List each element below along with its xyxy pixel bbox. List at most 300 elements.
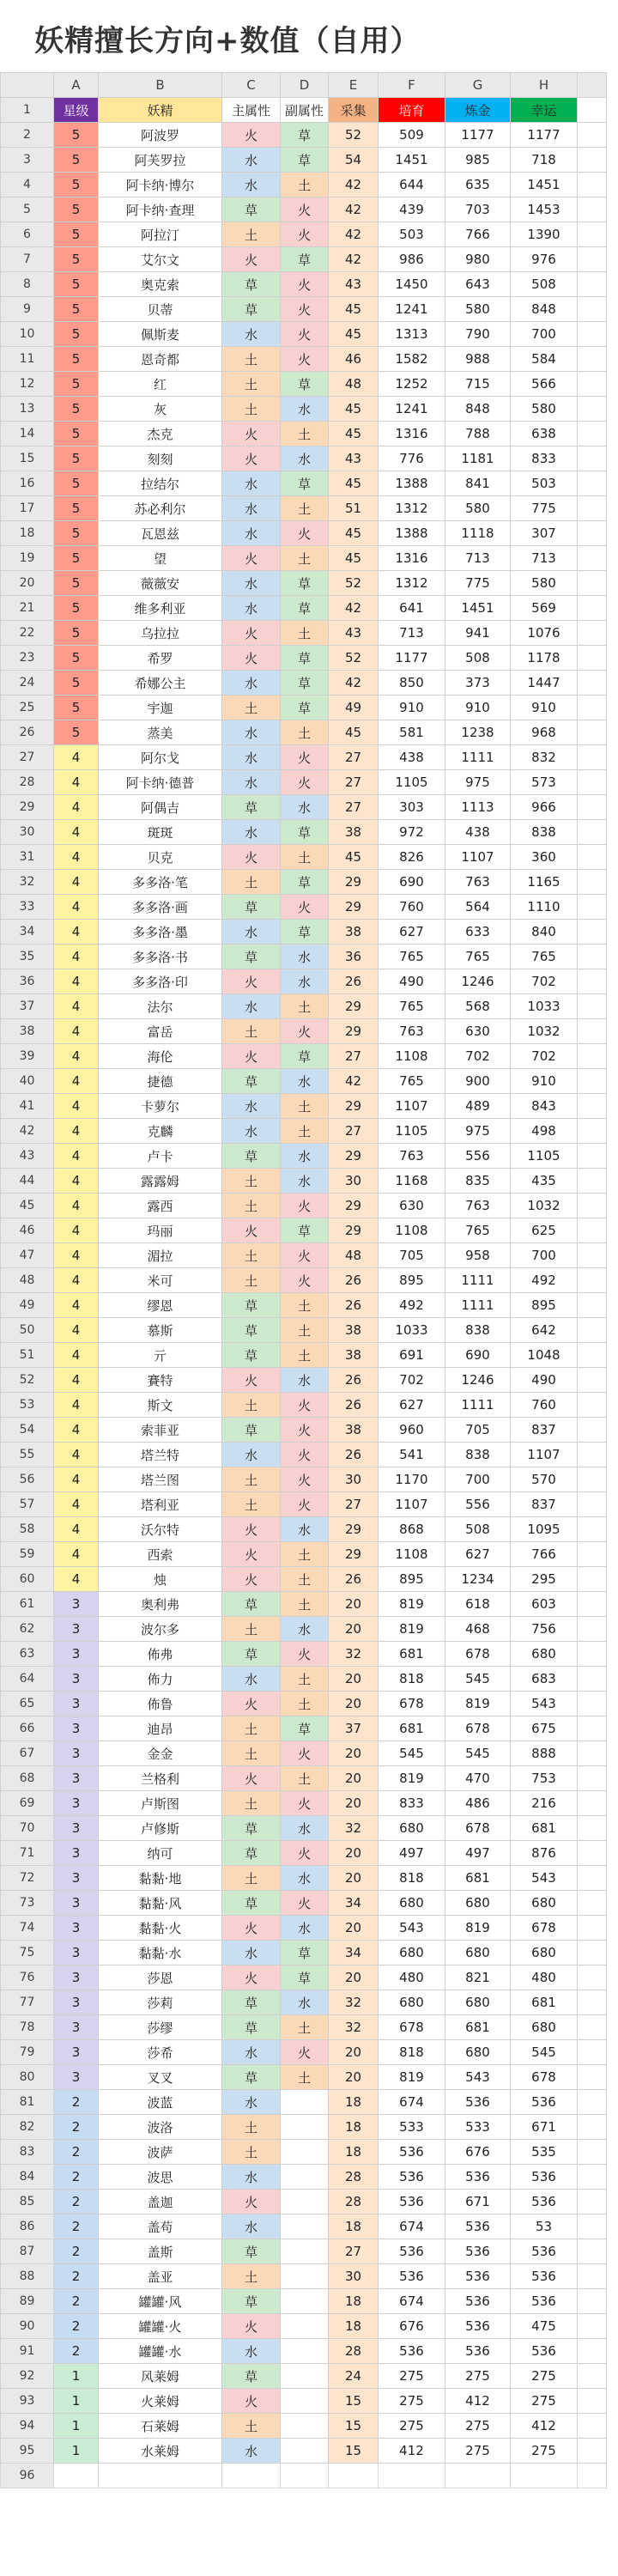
table-cell[interactable]: 西索: [99, 1542, 222, 1567]
table-cell[interactable]: 3: [54, 1990, 99, 2015]
table-cell[interactable]: 土: [281, 1343, 329, 1368]
table-cell[interactable]: 火: [222, 1965, 281, 1990]
blank-cell[interactable]: [578, 1293, 607, 1318]
table-cell[interactable]: 5: [54, 197, 99, 222]
table-cell[interactable]: 5: [54, 521, 99, 546]
table-cell[interactable]: 28: [329, 2339, 379, 2364]
blank-cell[interactable]: [578, 322, 607, 347]
table-cell[interactable]: 910: [445, 696, 511, 720]
table-cell[interactable]: 土: [222, 1492, 281, 1517]
blank-cell[interactable]: [578, 2314, 607, 2339]
table-cell[interactable]: 536: [379, 2165, 445, 2190]
table-cell[interactable]: 草: [281, 571, 329, 596]
table-cell[interactable]: 678: [511, 1916, 578, 1941]
table-cell[interactable]: 土: [222, 1716, 281, 1741]
table-cell[interactable]: 风莱姆: [99, 2364, 222, 2389]
table-cell[interactable]: 627: [379, 1393, 445, 1418]
table-cell[interactable]: 765: [379, 945, 445, 969]
table-cell[interactable]: 53: [511, 2215, 578, 2239]
table-cell[interactable]: 佈力: [99, 1667, 222, 1692]
table-cell[interactable]: 5: [54, 596, 99, 621]
table-cell[interactable]: 水: [222, 2215, 281, 2239]
table-cell[interactable]: 火: [222, 2389, 281, 2414]
table-cell[interactable]: 火: [281, 1243, 329, 1268]
table-cell[interactable]: 45: [329, 471, 379, 496]
table-cell[interactable]: 罐罐·火: [99, 2314, 222, 2339]
table-cell[interactable]: 833: [379, 1791, 445, 1816]
table-cell[interactable]: 沃尔特: [99, 1517, 222, 1542]
table-cell[interactable]: 910: [511, 696, 578, 720]
table-cell[interactable]: 972: [379, 820, 445, 845]
table-cell[interactable]: 895: [511, 1293, 578, 1318]
table-cell[interactable]: 775: [445, 571, 511, 596]
table-cell[interactable]: 821: [445, 1965, 511, 1990]
table-cell[interactable]: 966: [511, 795, 578, 820]
table-cell[interactable]: 470: [445, 1766, 511, 1791]
table-cell[interactable]: 690: [379, 870, 445, 895]
table-cell[interactable]: 水: [281, 945, 329, 969]
table-cell[interactable]: 536: [511, 2239, 578, 2264]
table-cell[interactable]: 848: [445, 397, 511, 422]
table-cell[interactable]: 29: [329, 870, 379, 895]
table-cell[interactable]: 贝蒂: [99, 297, 222, 322]
table-cell[interactable]: 681: [445, 1866, 511, 1891]
blank-cell[interactable]: [578, 820, 607, 845]
table-cell[interactable]: 水: [222, 2090, 281, 2115]
table-cell[interactable]: 4: [54, 1144, 99, 1169]
blank-cell[interactable]: [578, 1094, 607, 1119]
table-cell[interactable]: 1453: [511, 197, 578, 222]
table-cell[interactable]: 42: [329, 671, 379, 696]
table-cell[interactable]: 51: [329, 496, 379, 521]
table-cell[interactable]: 536: [445, 2339, 511, 2364]
table-cell[interactable]: 36: [329, 945, 379, 969]
table-cell[interactable]: 土: [281, 546, 329, 571]
table-cell[interactable]: 303: [379, 795, 445, 820]
table-cell[interactable]: 43: [329, 447, 379, 471]
table-cell[interactable]: 土: [281, 1542, 329, 1567]
table-cell[interactable]: 18: [329, 2289, 379, 2314]
table-cell[interactable]: 543: [379, 1916, 445, 1941]
blank-cell[interactable]: [222, 2464, 281, 2488]
table-cell[interactable]: 580: [445, 297, 511, 322]
table-cell[interactable]: 草: [281, 920, 329, 945]
table-cell[interactable]: 火: [281, 1019, 329, 1044]
table-cell[interactable]: 1111: [445, 1268, 511, 1293]
blank-cell[interactable]: [578, 745, 607, 770]
table-cell[interactable]: 土: [281, 1592, 329, 1617]
table-cell[interactable]: 塔利亚: [99, 1492, 222, 1517]
table-cell[interactable]: [281, 2090, 329, 2115]
table-cell[interactable]: 亓: [99, 1343, 222, 1368]
table-cell[interactable]: 刻刻: [99, 447, 222, 471]
table-cell[interactable]: 826: [379, 845, 445, 870]
table-cell[interactable]: 42: [329, 197, 379, 222]
table-cell[interactable]: 叉叉: [99, 2065, 222, 2090]
blank-cell[interactable]: [578, 1741, 607, 1766]
table-cell[interactable]: 671: [445, 2190, 511, 2215]
table-cell[interactable]: 土: [222, 222, 281, 247]
table-cell[interactable]: 土: [281, 496, 329, 521]
table-cell[interactable]: 賽特: [99, 1368, 222, 1393]
table-cell[interactable]: 763: [445, 1194, 511, 1218]
table-cell[interactable]: 1108: [379, 1542, 445, 1567]
table-cell[interactable]: 895: [379, 1567, 445, 1592]
table-cell[interactable]: 水: [222, 173, 281, 197]
table-cell[interactable]: 水: [222, 2339, 281, 2364]
blank-cell[interactable]: [578, 945, 607, 969]
table-cell[interactable]: 1105: [379, 1119, 445, 1144]
table-cell[interactable]: 713: [511, 546, 578, 571]
table-cell[interactable]: 1032: [511, 1019, 578, 1044]
table-cell[interactable]: 536: [445, 2239, 511, 2264]
table-cell[interactable]: 275: [445, 2364, 511, 2389]
table-cell[interactable]: 水: [222, 1941, 281, 1965]
table-cell[interactable]: 20: [329, 1766, 379, 1791]
table-cell[interactable]: 18: [329, 2140, 379, 2165]
table-cell[interactable]: 490: [511, 1368, 578, 1393]
table-cell[interactable]: 680: [511, 2015, 578, 2040]
table-cell[interactable]: 545: [445, 1741, 511, 1766]
table-cell[interactable]: 18: [329, 2314, 379, 2339]
blank-cell[interactable]: [578, 1617, 607, 1642]
table-cell[interactable]: 水: [281, 795, 329, 820]
table-cell[interactable]: 草: [281, 696, 329, 720]
table-cell[interactable]: [281, 2239, 329, 2264]
table-cell[interactable]: 红: [99, 372, 222, 397]
table-cell[interactable]: 火: [222, 1567, 281, 1592]
table-cell[interactable]: 680: [379, 1816, 445, 1841]
blank-cell[interactable]: [578, 222, 607, 247]
table-cell[interactable]: [281, 2115, 329, 2140]
table-cell[interactable]: 986: [379, 247, 445, 272]
table-cell[interactable]: 678: [445, 1816, 511, 1841]
table-cell[interactable]: 5: [54, 247, 99, 272]
table-cell[interactable]: 草: [222, 1293, 281, 1318]
table-cell[interactable]: 988: [445, 347, 511, 372]
blank-cell[interactable]: [578, 98, 607, 123]
table-cell[interactable]: 波洛: [99, 2115, 222, 2140]
table-cell[interactable]: 1234: [445, 1567, 511, 1592]
table-cell[interactable]: 土: [222, 2140, 281, 2165]
blank-cell[interactable]: [578, 2289, 607, 2314]
table-cell[interactable]: 4: [54, 994, 99, 1019]
table-cell[interactable]: 975: [445, 1119, 511, 1144]
table-cell[interactable]: 1107: [379, 1492, 445, 1517]
table-cell[interactable]: 38: [329, 1418, 379, 1443]
table-cell[interactable]: 4: [54, 1069, 99, 1094]
table-cell[interactable]: 水: [222, 148, 281, 173]
blank-cell[interactable]: [578, 546, 607, 571]
table-cell[interactable]: 灰: [99, 397, 222, 422]
blank-cell[interactable]: [578, 2439, 607, 2464]
table-cell[interactable]: 52: [329, 571, 379, 596]
table-cell[interactable]: 1177: [445, 123, 511, 148]
table-cell[interactable]: 土: [222, 1393, 281, 1418]
table-cell[interactable]: 838: [445, 1318, 511, 1343]
table-cell[interactable]: 26: [329, 1443, 379, 1467]
table-cell[interactable]: 水: [222, 770, 281, 795]
table-cell[interactable]: 18: [329, 2090, 379, 2115]
table-cell[interactable]: 412: [379, 2439, 445, 2464]
table-cell[interactable]: 水: [222, 2439, 281, 2464]
table-cell[interactable]: 713: [445, 546, 511, 571]
header-cell[interactable]: 培育: [379, 98, 445, 123]
table-cell[interactable]: 1177: [511, 123, 578, 148]
table-cell[interactable]: [281, 2339, 329, 2364]
table-cell[interactable]: 土: [222, 1268, 281, 1293]
blank-cell[interactable]: [578, 1542, 607, 1567]
table-cell[interactable]: 275: [379, 2414, 445, 2439]
table-cell[interactable]: 土: [281, 1318, 329, 1343]
table-cell[interactable]: 27: [329, 1119, 379, 1144]
table-cell[interactable]: 1451: [445, 596, 511, 621]
blank-cell[interactable]: [445, 2464, 511, 2488]
blank-cell[interactable]: [578, 2140, 607, 2165]
table-cell[interactable]: 28: [329, 2165, 379, 2190]
blank-cell[interactable]: [578, 1990, 607, 2015]
table-cell[interactable]: 火: [281, 895, 329, 920]
table-cell[interactable]: 760: [511, 1393, 578, 1418]
table-cell[interactable]: 土: [281, 2065, 329, 2090]
blank-cell[interactable]: [578, 2090, 607, 2115]
table-cell[interactable]: 3: [54, 1791, 99, 1816]
table-cell[interactable]: 38: [329, 920, 379, 945]
table-cell[interactable]: 29: [329, 1094, 379, 1119]
table-cell[interactable]: 492: [511, 1268, 578, 1293]
blank-cell[interactable]: [578, 2115, 607, 2140]
table-cell[interactable]: 27: [329, 745, 379, 770]
table-cell[interactable]: 水: [222, 471, 281, 496]
table-cell[interactable]: 土: [281, 994, 329, 1019]
table-cell[interactable]: 草: [222, 272, 281, 297]
table-cell[interactable]: 黏黏·地: [99, 1866, 222, 1891]
table-cell[interactable]: 1582: [379, 347, 445, 372]
table-cell[interactable]: 541: [379, 1443, 445, 1467]
table-cell[interactable]: 635: [445, 173, 511, 197]
table-cell[interactable]: 633: [445, 920, 511, 945]
table-cell[interactable]: 3: [54, 1692, 99, 1716]
table-cell[interactable]: 888: [511, 1741, 578, 1766]
table-cell[interactable]: 土: [222, 696, 281, 720]
table-cell[interactable]: 20: [329, 1592, 379, 1617]
table-cell[interactable]: 火: [281, 347, 329, 372]
table-cell[interactable]: 5: [54, 422, 99, 447]
table-cell[interactable]: 49: [329, 696, 379, 720]
table-cell[interactable]: 1313: [379, 322, 445, 347]
table-cell[interactable]: 765: [379, 1069, 445, 1094]
table-cell[interactable]: 湄拉: [99, 1243, 222, 1268]
table-cell[interactable]: 4: [54, 1268, 99, 1293]
blank-cell[interactable]: [578, 1169, 607, 1194]
blank-cell[interactable]: [578, 1268, 607, 1293]
table-cell[interactable]: 958: [445, 1243, 511, 1268]
table-cell[interactable]: 718: [511, 148, 578, 173]
table-cell[interactable]: 瓦恩兹: [99, 521, 222, 546]
table-cell[interactable]: 佈弗: [99, 1642, 222, 1667]
table-cell[interactable]: 土: [281, 1766, 329, 1791]
table-cell[interactable]: 火: [281, 297, 329, 322]
table-cell[interactable]: 火: [281, 1891, 329, 1916]
blank-cell[interactable]: [99, 2464, 222, 2488]
table-cell[interactable]: 42: [329, 1069, 379, 1094]
table-cell[interactable]: 盖亚: [99, 2264, 222, 2289]
table-cell[interactable]: 681: [379, 1642, 445, 1667]
table-cell[interactable]: 3: [54, 1891, 99, 1916]
table-cell[interactable]: 1110: [511, 895, 578, 920]
table-cell[interactable]: 1033: [511, 994, 578, 1019]
table-cell[interactable]: 2: [54, 2115, 99, 2140]
column-letter-d[interactable]: D: [281, 73, 329, 98]
table-cell[interactable]: 275: [379, 2389, 445, 2414]
table-cell[interactable]: 29: [329, 1517, 379, 1542]
table-cell[interactable]: 5: [54, 347, 99, 372]
table-cell[interactable]: 1450: [379, 272, 445, 297]
table-cell[interactable]: 苏必利尔: [99, 496, 222, 521]
table-cell[interactable]: 草: [222, 2289, 281, 2314]
table-cell[interactable]: 275: [445, 2439, 511, 2464]
table-cell[interactable]: 680: [445, 2040, 511, 2065]
table-cell[interactable]: 543: [511, 1692, 578, 1716]
table-cell[interactable]: 675: [511, 1716, 578, 1741]
table-cell[interactable]: 草: [281, 671, 329, 696]
table-cell[interactable]: 黏黏·水: [99, 1941, 222, 1965]
table-cell[interactable]: 多多洛·画: [99, 895, 222, 920]
table-cell[interactable]: 475: [511, 2314, 578, 2339]
table-cell[interactable]: 700: [511, 1243, 578, 1268]
table-cell[interactable]: 佩斯麦: [99, 322, 222, 347]
blank-cell[interactable]: [578, 447, 607, 471]
table-cell[interactable]: 水: [222, 496, 281, 521]
table-cell[interactable]: 阿尔戈: [99, 745, 222, 770]
table-cell[interactable]: 水: [222, 720, 281, 745]
table-cell[interactable]: 412: [511, 2414, 578, 2439]
table-cell[interactable]: 497: [379, 1841, 445, 1866]
table-cell[interactable]: 680: [511, 1642, 578, 1667]
table-cell[interactable]: 火: [281, 322, 329, 347]
table-cell[interactable]: 火: [281, 1841, 329, 1866]
table-cell[interactable]: 3: [54, 2065, 99, 2090]
table-cell[interactable]: 1388: [379, 521, 445, 546]
table-cell[interactable]: 土: [222, 1467, 281, 1492]
table-cell[interactable]: 火: [222, 1368, 281, 1393]
header-cell[interactable]: 采集: [329, 98, 379, 123]
table-cell[interactable]: 54: [329, 148, 379, 173]
table-cell[interactable]: 火: [281, 745, 329, 770]
table-cell[interactable]: 756: [511, 1617, 578, 1642]
table-cell[interactable]: 水: [222, 745, 281, 770]
table-cell[interactable]: 罐罐·风: [99, 2289, 222, 2314]
table-cell[interactable]: 680: [511, 1891, 578, 1916]
blank-cell[interactable]: [578, 720, 607, 745]
blank-cell[interactable]: [578, 2414, 607, 2439]
table-cell[interactable]: 土: [281, 1567, 329, 1592]
table-cell[interactable]: 536: [379, 2264, 445, 2289]
table-cell[interactable]: 674: [379, 2090, 445, 2115]
table-cell[interactable]: 763: [379, 1019, 445, 1044]
table-cell[interactable]: 1032: [511, 1194, 578, 1218]
table-cell[interactable]: 20: [329, 1791, 379, 1816]
table-cell[interactable]: 681: [379, 1716, 445, 1741]
table-cell[interactable]: 681: [511, 1990, 578, 2015]
table-cell[interactable]: 5: [54, 546, 99, 571]
table-cell[interactable]: 702: [511, 969, 578, 994]
table-cell[interactable]: 4: [54, 1094, 99, 1119]
table-cell[interactable]: 2: [54, 2090, 99, 2115]
table-cell[interactable]: 草: [281, 1044, 329, 1069]
table-cell[interactable]: 819: [379, 2065, 445, 2090]
table-cell[interactable]: 阿波罗: [99, 123, 222, 148]
table-cell[interactable]: 43: [329, 621, 379, 646]
blank-cell[interactable]: [578, 1841, 607, 1866]
table-cell[interactable]: 水: [222, 521, 281, 546]
table-cell[interactable]: 790: [445, 322, 511, 347]
table-cell[interactable]: 土: [222, 1243, 281, 1268]
table-cell[interactable]: 斯文: [99, 1393, 222, 1418]
table-cell[interactable]: 1105: [379, 770, 445, 795]
table-cell[interactable]: 盖苟: [99, 2215, 222, 2239]
table-cell[interactable]: 819: [445, 1692, 511, 1716]
table-cell[interactable]: 700: [445, 1467, 511, 1492]
table-cell[interactable]: 5: [54, 148, 99, 173]
blank-cell[interactable]: [578, 1019, 607, 1044]
table-cell[interactable]: 713: [379, 621, 445, 646]
table-cell[interactable]: 火: [222, 621, 281, 646]
table-cell[interactable]: 508: [511, 272, 578, 297]
table-cell[interactable]: [281, 2414, 329, 2439]
table-cell[interactable]: 26: [329, 1293, 379, 1318]
table-cell[interactable]: 850: [379, 671, 445, 696]
table-cell[interactable]: 760: [379, 895, 445, 920]
table-cell[interactable]: 536: [379, 2339, 445, 2364]
table-cell[interactable]: 缪恩: [99, 1293, 222, 1318]
table-cell[interactable]: 4: [54, 770, 99, 795]
blank-cell[interactable]: [578, 247, 607, 272]
table-cell[interactable]: 纳可: [99, 1841, 222, 1866]
table-cell[interactable]: 水: [222, 920, 281, 945]
table-cell[interactable]: 2: [54, 2239, 99, 2264]
table-cell[interactable]: 4: [54, 1393, 99, 1418]
blank-cell[interactable]: [578, 123, 607, 148]
table-cell[interactable]: 玛丽: [99, 1218, 222, 1243]
table-cell[interactable]: 草: [222, 1642, 281, 1667]
table-cell[interactable]: 32: [329, 1990, 379, 2015]
table-cell[interactable]: 塔兰图: [99, 1467, 222, 1492]
table-cell[interactable]: 566: [511, 372, 578, 397]
table-cell[interactable]: 阿卡纳·德普: [99, 770, 222, 795]
table-cell[interactable]: 818: [379, 2040, 445, 2065]
blank-cell[interactable]: [578, 845, 607, 870]
table-cell[interactable]: 火: [281, 197, 329, 222]
blank-cell[interactable]: [578, 1343, 607, 1368]
table-cell[interactable]: 希罗: [99, 646, 222, 671]
table-cell[interactable]: 草: [281, 148, 329, 173]
table-cell[interactable]: 1390: [511, 222, 578, 247]
table-cell[interactable]: 草: [222, 197, 281, 222]
table-cell[interactable]: 480: [511, 1965, 578, 1990]
table-cell[interactable]: 草: [222, 945, 281, 969]
table-cell[interactable]: 阿卡纳·博尔: [99, 173, 222, 197]
table-cell[interactable]: 索菲亚: [99, 1418, 222, 1443]
table-cell[interactable]: 黏黏·火: [99, 1916, 222, 1941]
table-cell[interactable]: 法尔: [99, 994, 222, 1019]
blank-cell[interactable]: [329, 2464, 379, 2488]
table-cell[interactable]: 42: [329, 222, 379, 247]
table-cell[interactable]: 火: [222, 2190, 281, 2215]
table-cell[interactable]: 48: [329, 372, 379, 397]
table-cell[interactable]: 4: [54, 845, 99, 870]
table-cell[interactable]: [281, 2264, 329, 2289]
